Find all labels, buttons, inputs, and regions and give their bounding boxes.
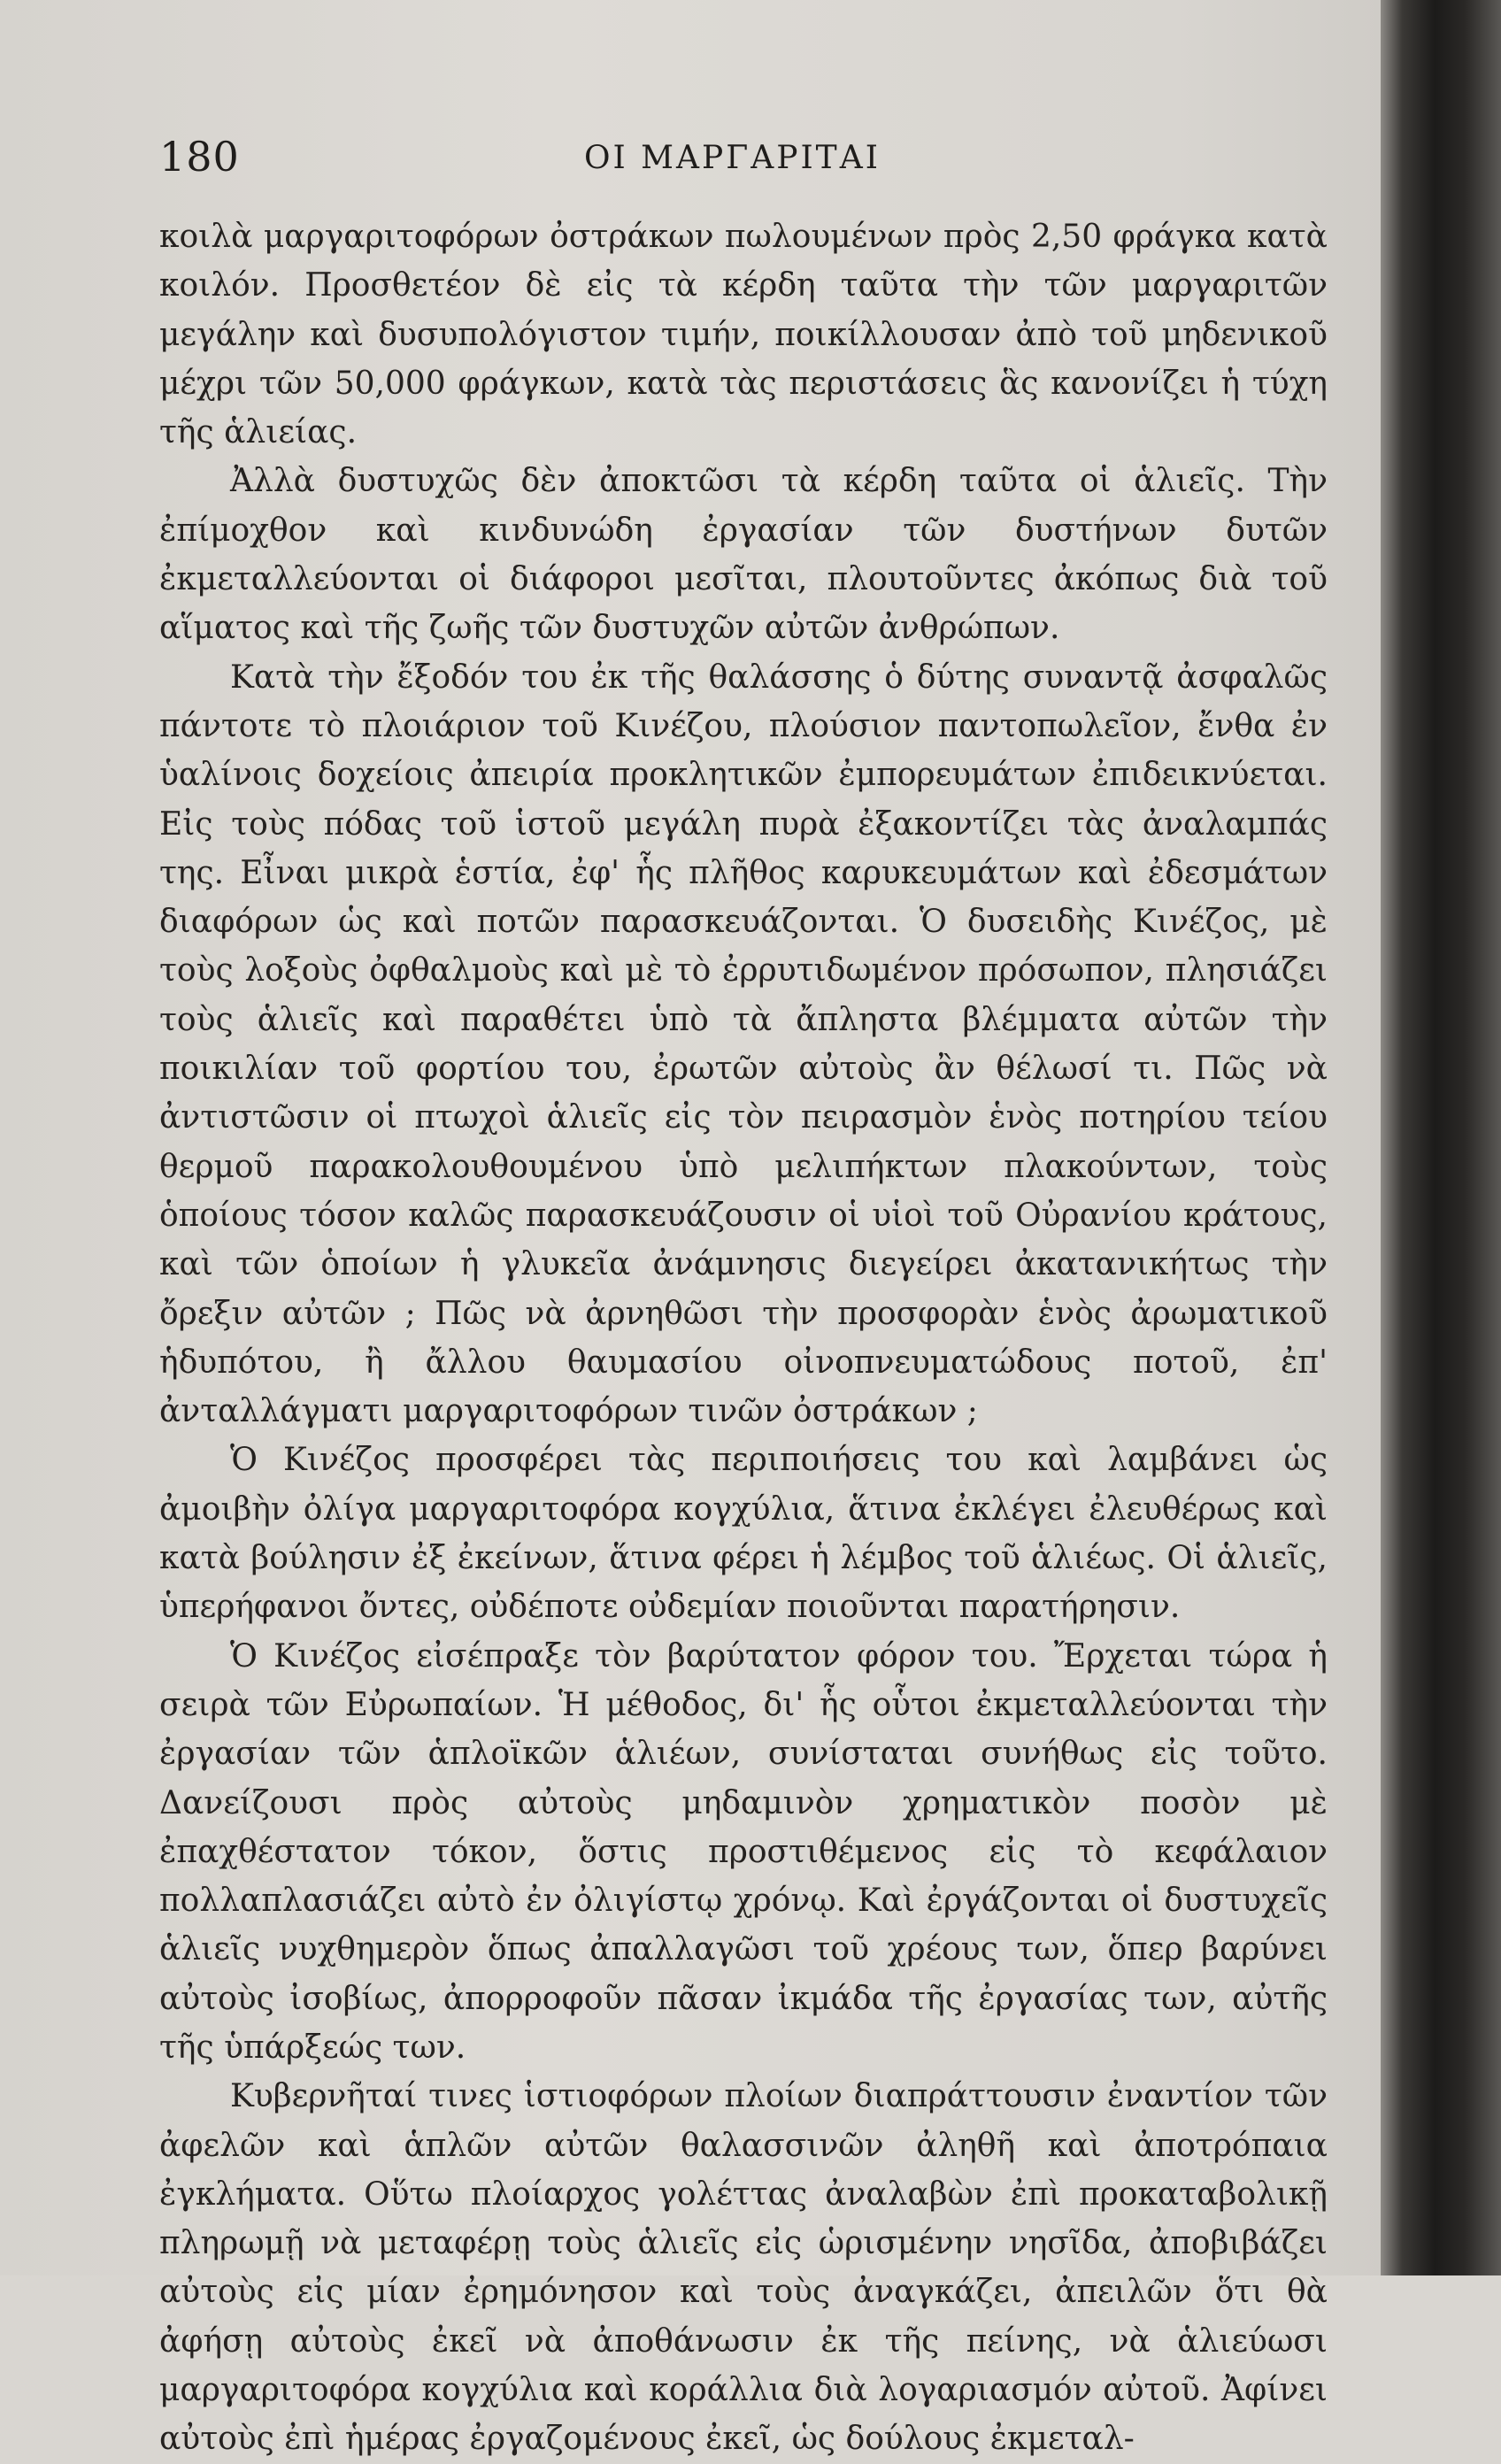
body-text (159, 212, 1328, 2464)
page-number: 180 (159, 133, 240, 181)
paragraph: Κατὰ τὴν ἔξοδόν του ἐκ τῆς θαλάσσης ὁ δύτης συναντᾷ ἀσφαλῶς πάντοτε τὸ πλοιάριον τοῦ Κινέζου, πλούσιον παντοπωλεῖον, ἔνθα ἐν ὑαλίνοις δοχείοις ἀπειρία προκλητικῶν ἐμπορευμάτων ἐπιδεικνύεται. Εἰς τοὺς πόδας τοῦ ἱστοῦ μεγάλη πυρὰ ἐξακοντίζει τὰς ἀναλαμπάς της. Εἶναι μικρὰ ἑστία, ἐφ' ἧς πλῆθος καρυκευμάτων καὶ ἐδεσμάτων διαφόρων ὡς καὶ ποτῶν παρασκευάζονται. Ὁ δυσειδὴς Κινέζος, μὲ τοὺς λοξοὺς ὀφθαλμοὺς καὶ μὲ τὸ ἐρρυτιδωμένον πρόσωπον, πλησιάζει τοὺς ἁλιεῖς καὶ παραθέτει ὑπὸ τὰ ἄπληστα βλέμματα αὐτῶν τὴν ποικιλίαν τοῦ φορτίου του, ἐρωτῶν αὐτοὺς ἂν θέλωσί τι. Πῶς νὰ ἀντιστῶσιν οἱ πτωχοὶ ἁλιεῖς εἰς τὸν πειρασμὸν ἑνὸς ποτηρίου τείου θερμοῦ παρακολουθουμένου ὑπὸ μελιπήκτων πλακούντων, τοὺς ὁποίους τόσον καλῶς παρασκευάζουσιν οἱ υἱοὶ τοῦ Οὐρανίου κράτους, καὶ τῶν ὁποίων ἡ γλυκεῖα ἀνάμνησις διεγείρει ἀκατανικήτως τὴν ὄρεξιν αὐτῶν ; Πῶς νὰ ἀρνηθῶσι τὴν προσφορὰν ἑνὸς ἀρωματικοῦ ἡδυπότου, ἢ ἄλλου θαυμασίου οἰνοπνευματώδους ποτοῦ, ἐπ' ἀνταλλάγματι μαργαριτοφόρων τινῶν ὀστράκων ; (159, 658, 1328, 1430)
paragraph: Ὁ Κινέζος εἰσέπραξε τὸν βαρύτατον φόρον του. Ἔρχεται τώρα ἡ σειρὰ τῶν Εὐρωπαίων. Ἡ μέθοδος, δι' ἧς οὗτοι ἐκμεταλλεύονται τὴν ἐργασίαν τῶν ἁπλοϊκῶν ἁλιέων, συνίσταται συνήθως εἰς τοῦτο. Δανείζουσι πρὸς αὐτοὺς μηδαμινὸν χρηματικὸν ποσὸν μὲ ἐπαχθέστατον τόκον, ὅστις προστιθέμενος εἰς τὸ κεφάλαιον πολλαπλασιάζει αὐτὸ ἐν ὀλιγίστῳ χρόνῳ. Καὶ ἐργάζονται οἱ δυστυχεῖς ἁλιεῖς νυχθημερὸν ὅπως ἀπαλλαγῶσι τοῦ χρέους των, ὅπερ βαρύνει αὐτοὺς ἰσοβίως, ἀπορροφοῦν πᾶσαν ἰκμάδα τῆς ἐργασίας των, αὐτῆς τῆς ὑπάρξεώς των. (159, 1637, 1328, 2066)
paragraph: Ἀλλὰ δυστυχῶς δὲν ἀποκτῶσι τὰ κέρδη ταῦτα οἱ ἁλιεῖς. Τὴν ἐπίμοχθον καὶ κινδυνώδη ἐργασίαν τῶν δυστήνων δυτῶν ἐκμεταλλεύονται οἱ διάφοροι μεσῖται, πλουτοῦντες ἀκόπως διὰ τοῦ αἵματος καὶ τῆς ζωῆς τῶν δυστυχῶν αὐτῶν ἀνθρώπων. (159, 463, 1328, 647)
paragraph: Ὁ Κινέζος προσφέρει τὰς περιποιήσεις του καὶ λαμβάνει ὡς ἀμοιβὴν ὀλίγα μαργαριτοφόρα κογχύλια, ἅτινα ἐκλέγει ἐλευθέρως καὶ κατὰ βούλησιν ἐξ ἐκείνων, ἅτινα φέρει ἡ λέμβος τοῦ ἁλιέως. Οἱ ἁλιεῖς, ὑπερήφανοι ὄντες, οὐδέποτε οὐδεμίαν ποιοῦνται παρατήρησιν. (159, 1442, 1328, 1626)
paragraph: Κυβερνῆταί τινες ἱστιοφόρων πλοίων διαπράττουσιν ἐναντίον τῶν ἀφελῶν καὶ ἁπλῶν αὐτῶν θαλασσινῶν ἀληθῆ καὶ ἀποτρόπαια ἐγκλήματα. Οὕτω πλοίαρχος γολέττας ἀναλαβὼν ἐπὶ προκαταβολικῇ πληρωμῇ νὰ μεταφέρῃ τοὺς ἁλιεῖς εἰς ὡρισμένην νησῖδα, ἀποβιβάζει αὐτοὺς εἰς μίαν ἐρημόνησον καὶ τοὺς ἀναγκάζει, ἀπειλῶν ὅτι θὰ ἀφήσῃ αὐτοὺς ἐκεῖ νὰ ἀποθάνωσιν ἐκ τῆς πείνης, νὰ ἁλιεύωσι μαργαριτοφόρα κογχύλια καὶ κοράλλια διὰ λογαριασμόν αὐτοῦ. Ἀφίνει αὐτοὺς ἐπὶ ἡμέρας ἐργαζομένους ἐκεῖ, ὡς δούλους ἐκμεταλ- (159, 2078, 1328, 2458)
paragraph: κοιλὰ μαργαριτοφόρων ὀστράκων πωλουμένων πρὸς 2,50 φράγκα κατὰ κοιλόν. Προσθετέον δὲ εἰς τὰ κέρδη ταῦτα τὴν τῶν μαργαριτῶν μεγάλην καὶ δυσυπολόγιστον τιμήν, ποικίλλουσαν ἀπὸ τοῦ μηδενικοῦ μέχρι τῶν 50,000 φράγκων, κατὰ τὰς περιστάσεις ἃς κανονίζει ἡ τύχη τῆς ἁλιείας. (159, 219, 1328, 451)
page-header (159, 133, 1328, 186)
running-title: ΟΙ ΜΑΡΓΑΡΙΤΑΙ (584, 140, 881, 176)
book-spine-shadow (1381, 0, 1501, 2275)
